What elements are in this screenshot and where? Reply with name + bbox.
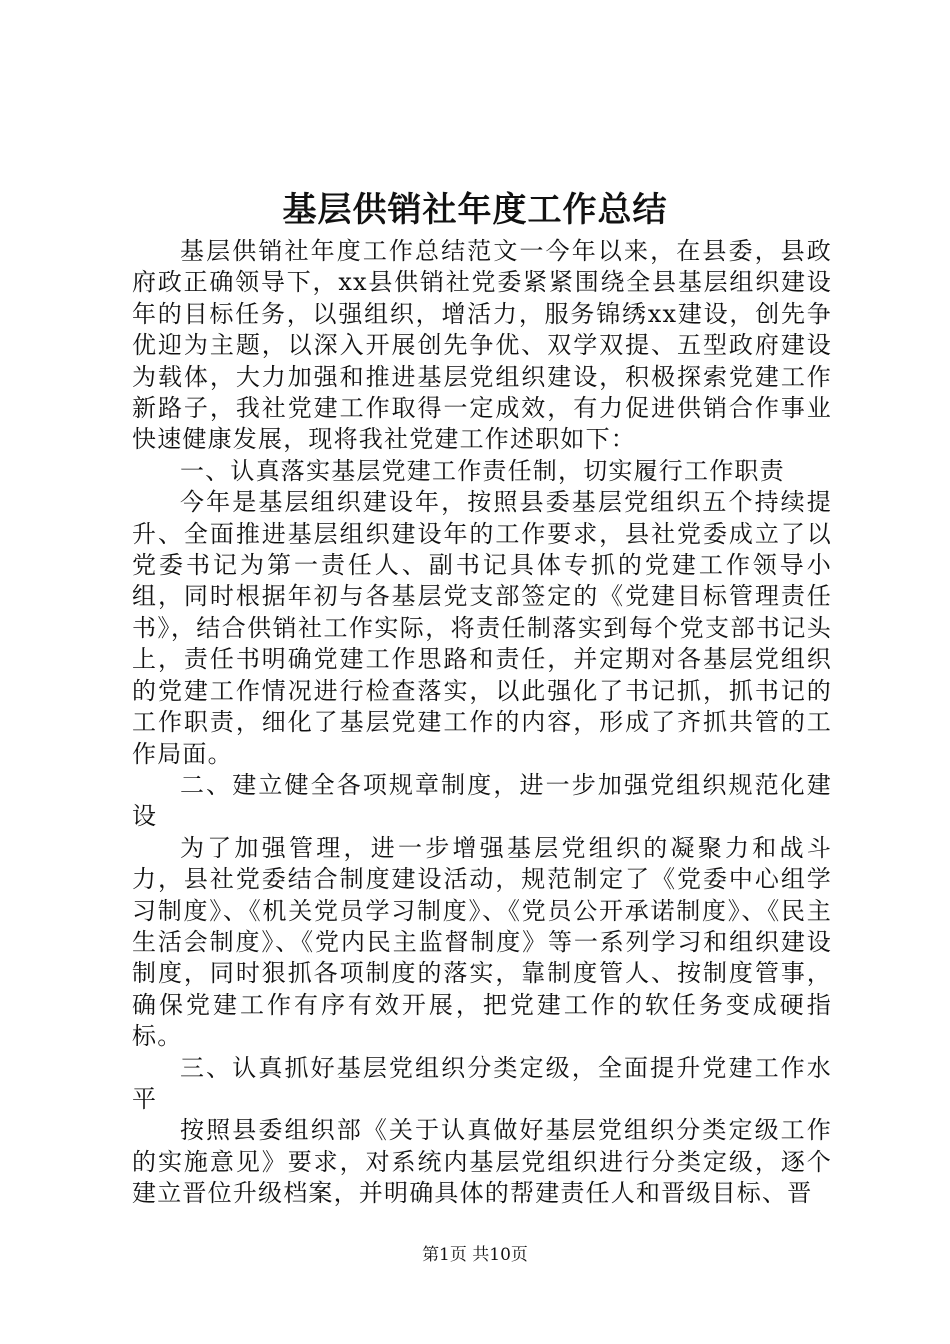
intro-paragraph: 基层供销社年度工作总结范文一今年以来，在县委，县政府政正确领导下，xx县供销社党委紧紧围绕全县基层组织建设年的目标任务，以强组织，增活力，服务锦绣xx建设，创先争优迎为主题，以深入开展创先争优、双学双提、五型政府建设为载体，大力加强和推进基层党组织建设，积极探索党建工作新路子，我社党建工作取得一定成效，有力促进供销合作事业快速健康发展，现将我社党建工作述职如下：	[132, 237, 832, 454]
section-heading-2: 二、建立健全各项规章制度，进一步加强党组织规范化建设	[132, 770, 832, 831]
page-number-footer: 第1页 共10页	[422, 1245, 528, 1265]
section-paragraph-3: 按照县委组织部《关于认真做好基层党组织分类定级工作的实施意见》要求，对系统内基层党组织进行分类定级，逐个建立晋位升级档案，并明确具体的帮建责任人和晋级目标、晋	[132, 1116, 832, 1208]
document-body	[132, 236, 832, 1210]
section-paragraph-2: 为了加强管理，进一步增强基层党组织的凝聚力和战斗力，县社党委结合制度建设活动，规范制定了《党委中心组学习制度》、《机关党员学习制度》、《党员公开承诺制度》、《民主生活会制度》、《党内民主监督制度》等一系列学习和组织建设制度，同时狠抓各项制度的落实，靠制度管人、按制度管事，确保党建工作有序有效开展，把党建工作的软任务变成硬指标。	[132, 833, 832, 1051]
section-paragraph-1: 今年是基层组织建设年，按照县委基层党组织五个持续提升、全面推进基层组织建设年的工作要求，县社党委成立了以党委书记为第一责任人、副书记具体专抓的党建工作领导小组，同时根据年初与各基层党支部签定的《党建目标管理责任书》，结合供销社工作实际，将责任制落实到每个党支部书记头上，责任书明确党建工作思路和责任，并定期对各基层党组织的党建工作情况进行检查落实，以此强化了书记抓，抓书记的工作职责，细化了基层党建工作的内容，形成了齐抓共管的工作局面。	[132, 488, 832, 768]
section-heading-1: 一、认真落实基层党建工作责任制，切实履行工作职责	[180, 456, 785, 485]
section-heading-3: 三、认真抓好基层党组织分类定级，全面提升党建工作水平	[132, 1053, 832, 1113]
document-title: 基层供销社年度工作总结	[282, 190, 668, 230]
